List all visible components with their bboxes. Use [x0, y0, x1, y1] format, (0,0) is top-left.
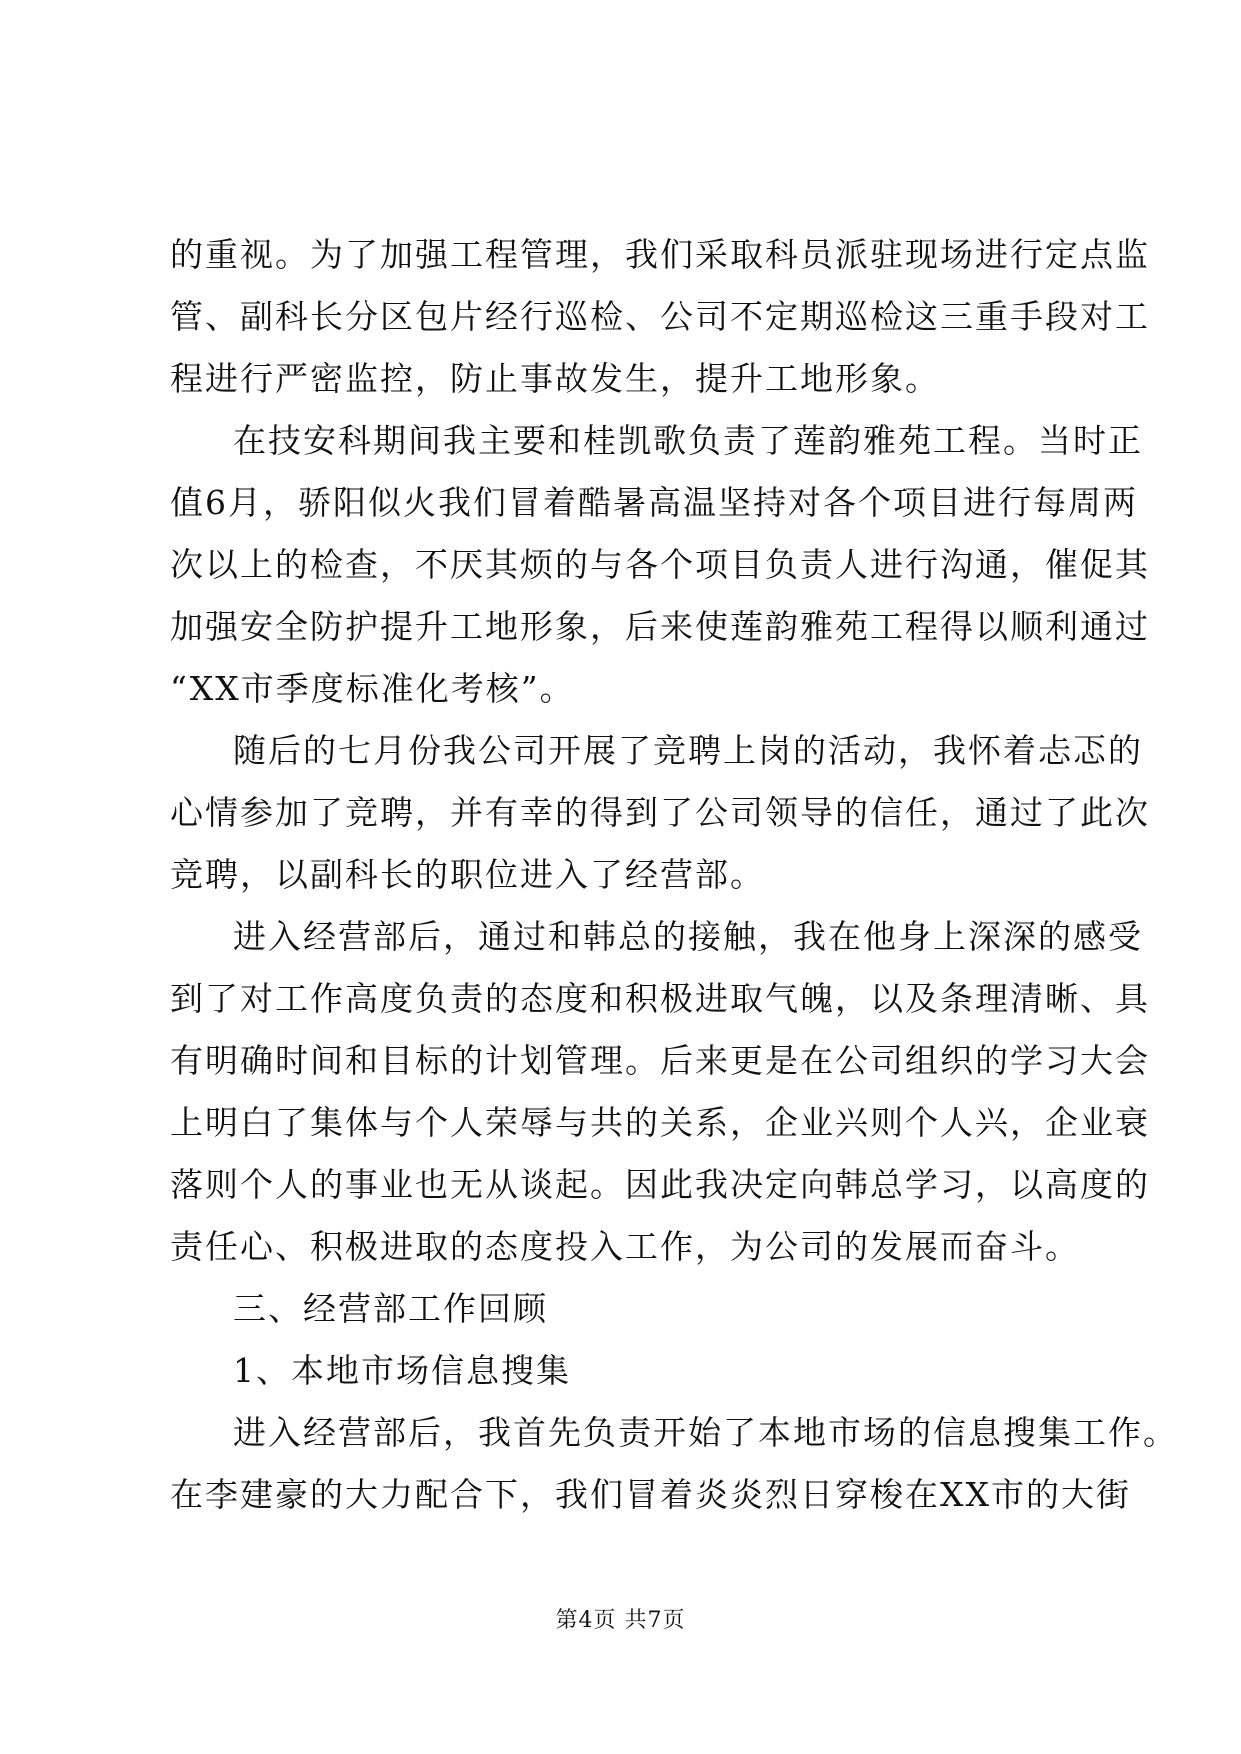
text-line: 程进行严密监控，防止事故发生，提升工地形象。 [170, 359, 940, 398]
section-heading: 三、经营部工作回顾 [233, 1289, 548, 1328]
text-line: 竞聘，以副科长的职位进入了经营部。 [170, 855, 765, 894]
text-line: 进入经营部后，通过和韩总的接触，我在他身上深深的感受 [233, 917, 1143, 956]
text-line: 进入经营部后，我首先负责开始了本地市场的信息搜集工作。 [233, 1413, 1178, 1452]
text-line: “XX市季度标准化考核”。 [170, 669, 575, 708]
subsection-heading: 1、本地市场信息搜集 [233, 1351, 571, 1390]
text-line: 在技安科期间我主要和桂凯歌负责了莲韵雅苑工程。当时正 [233, 421, 1143, 460]
text-line: 到了对工作高度负责的态度和积极进取气魄，以及条理清晰、具 [170, 979, 1150, 1018]
text-line: 加强安全防护提升工地形象，后来使莲韵雅苑工程得以顺利通过 [170, 607, 1150, 646]
text-line: 次以上的检查，不厌其烦的与各个项目负责人进行沟通，催促其 [170, 545, 1150, 584]
text-line: 随后的七月份我公司开展了竞聘上岗的活动，我怀着忐忑的 [233, 731, 1143, 770]
document-body [170, 224, 1178, 1526]
text-line: 在李建豪的大力配合下，我们冒着炎炎烈日穿梭在XX市的大街 [170, 1475, 1131, 1514]
text-line: 值6月，骄阳似火我们冒着酷暑高温坚持对各个项目进行每周两 [170, 483, 1138, 522]
text-line: 落则个人的事业也无从谈起。因此我决定向韩总学习，以高度的 [170, 1165, 1150, 1204]
text-line: 的重视。为了加强工程管理，我们采取科员派驻现场进行定点监 [170, 235, 1150, 274]
text-line: 有明确时间和目标的计划管理。后来更是在公司组织的学习大会 [170, 1041, 1150, 1080]
text-line: 上明白了集体与个人荣辱与共的关系，企业兴则个人兴，企业衰 [170, 1103, 1150, 1142]
page-footer: 第4页 共7页 [555, 1608, 686, 1633]
text-line: 责任心、积极进取的态度投入工作，为公司的发展而奋斗。 [170, 1227, 1080, 1266]
text-line: 心情参加了竞聘，并有幸的得到了公司领导的信任，通过了此次 [170, 793, 1150, 832]
text-line: 管、副科长分区包片经行巡检、公司不定期巡检这三重手段对工 [170, 297, 1150, 336]
